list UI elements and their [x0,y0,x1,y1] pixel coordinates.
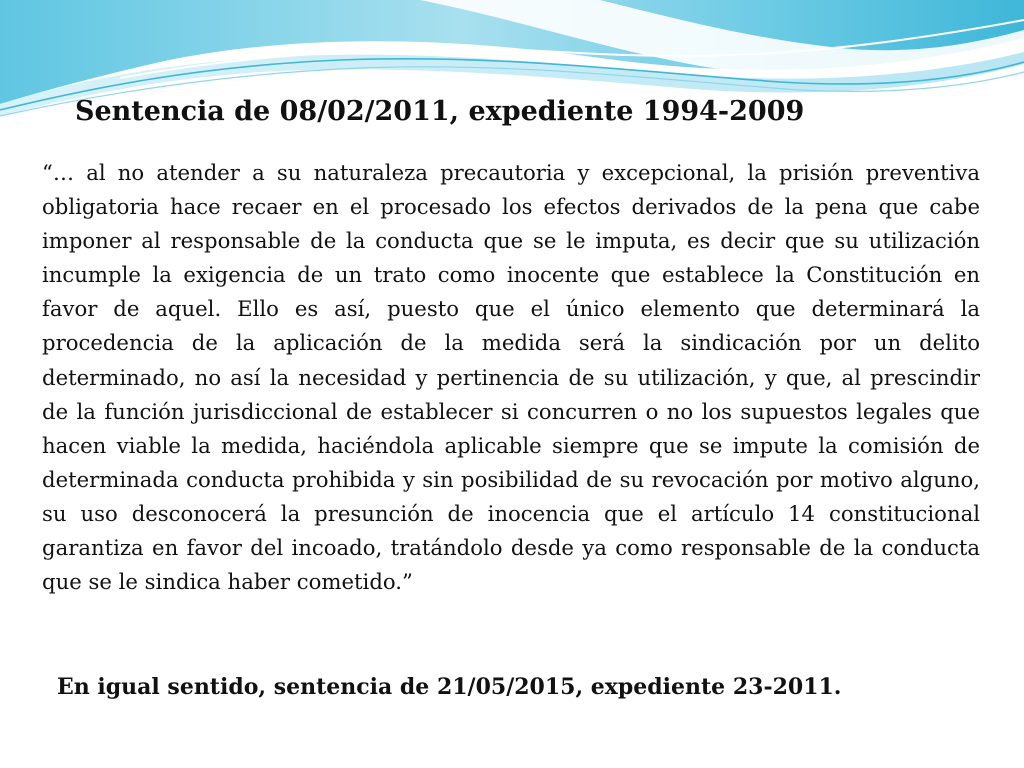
footer-reference: En igual sentido, sentencia de 21/05/2015, expediente 23-2011. [57,674,842,700]
slide-title: Sentencia de 08/02/2011, expediente 1994-2009 [75,96,805,127]
quote-paragraph: “… al no atender a su naturaleza precautoria y excepcional, la prisión preventiva obligatoria hace recaer en el procesado los efectos derivados de la pena que cabe imponer al responsable de la conducta que se le imputa, es decir que su utilización incumple la exigencia de un trato como inocente que establece la Constitución en favor de aquel. Ello es así, puesto que el único elemento que determinará la procedencia de la aplicación de la medida será la sindicación por un delito determinado, no así la necesidad y pertinencia de su utilización, y que, al prescindir de la función jurisdiccional de establecer si concurren o no los supuestos legales que hacen viable la medida, haciéndola aplicable siempre que se impute la comisión de determinada conducta prohibida y sin posibilidad de su revocación por motivo alguno, su uso desconocerá la presunción de inocencia que el artículo 14 constitucional garantiza en favor del incoado, tratándolo desde ya como responsable de la conducta que se le sindica haber cometido.” [42,160,980,595]
